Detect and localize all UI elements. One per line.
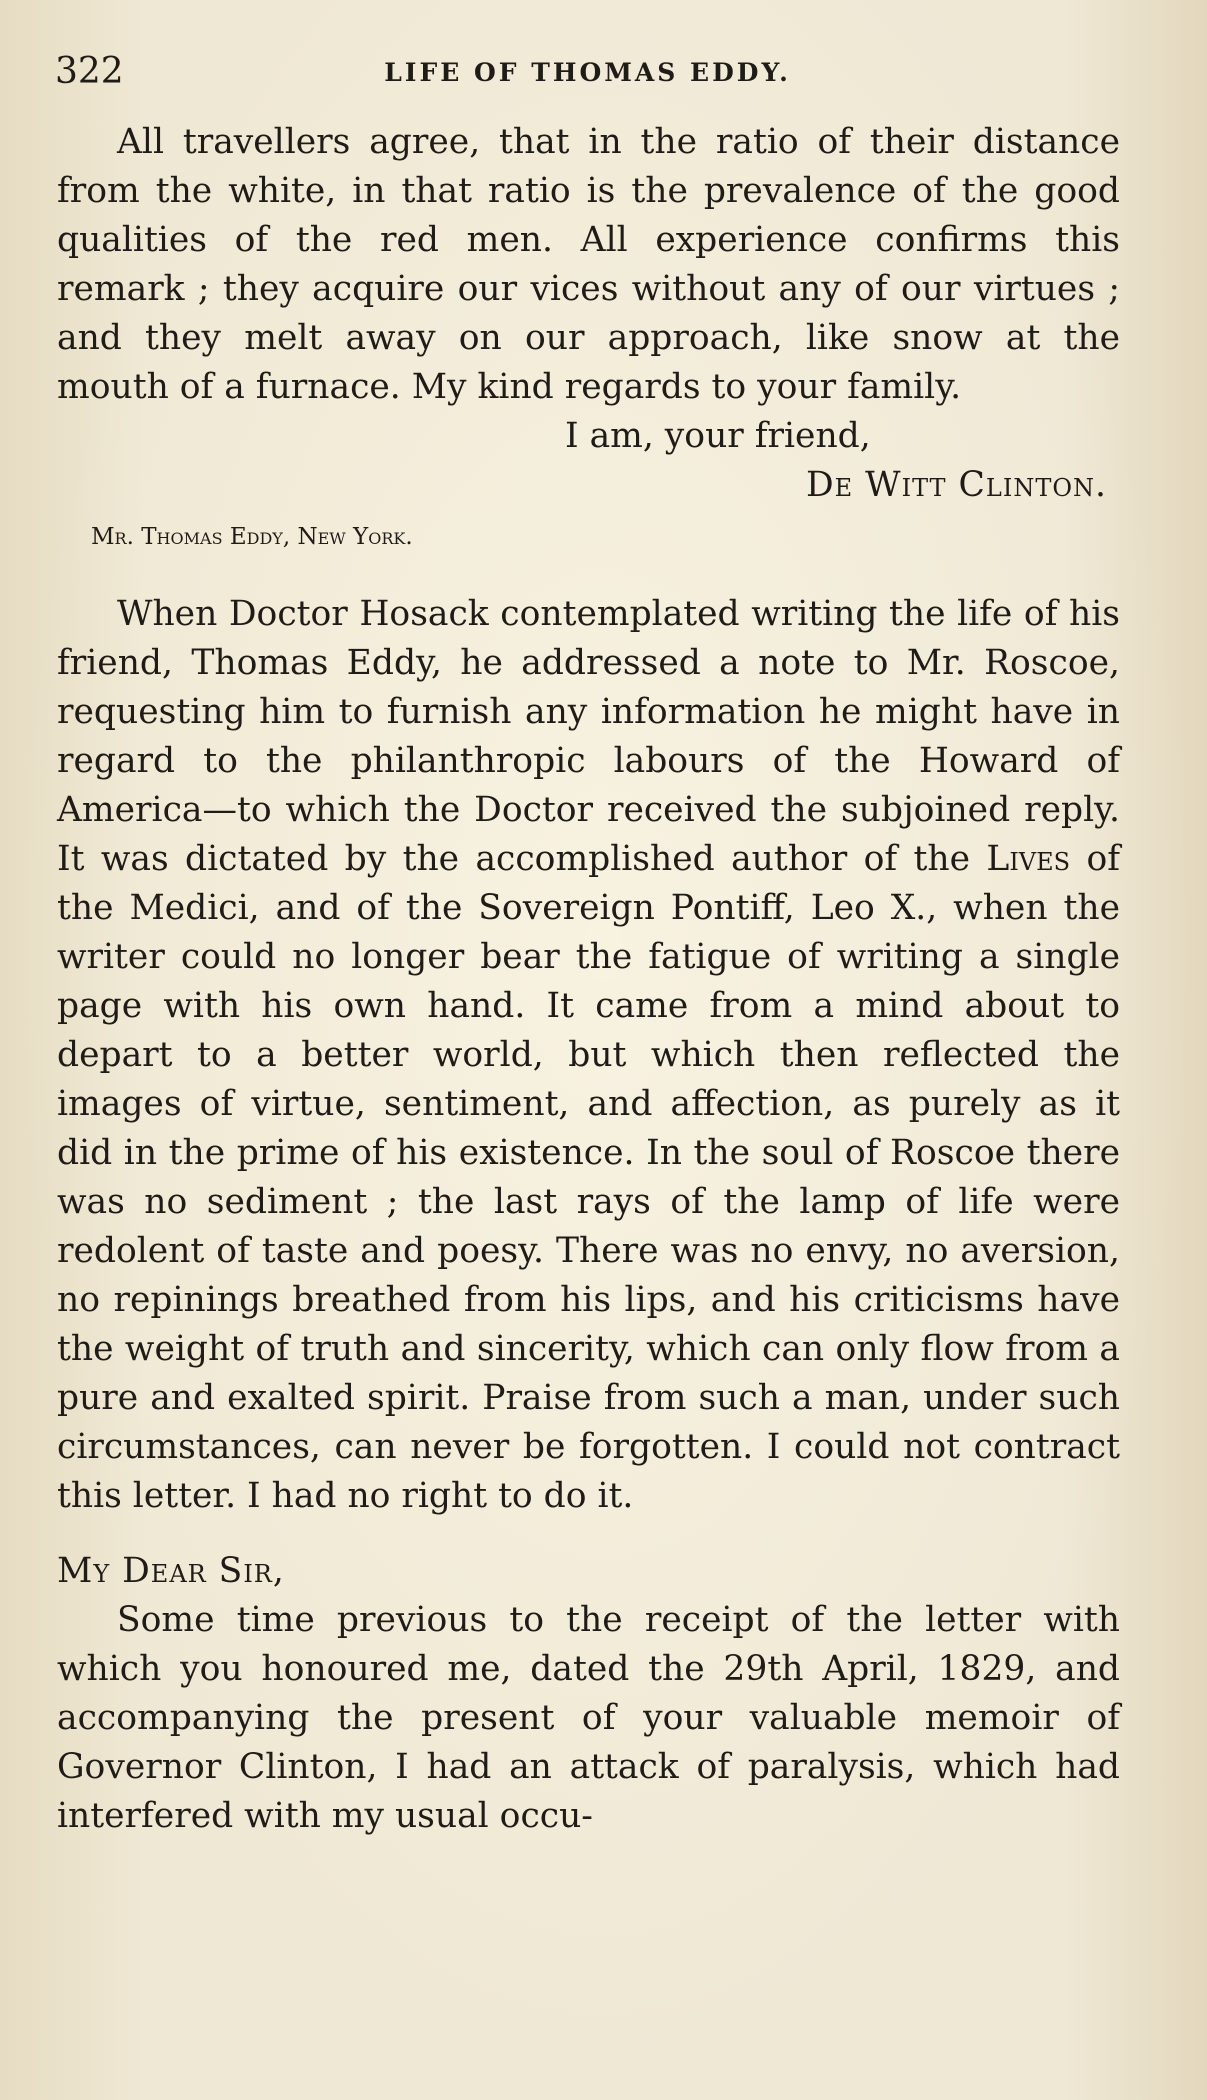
letter-final-paragraph: All travellers agree, that in the ratio of their distance from the white, in that ratio is the prevalence of the good qualities of the red men. All experience confirms this remark ; they acquire our vices without any of our virtues ; and they melt away on our approach, like snow at the mouth of a furnace. My kind regards to your family. <box>57 122 1120 407</box>
narrative-text-start: When Doctor Hosack contemplated writing the life of his friend, Thomas Eddy, he addressed a note to Mr. Roscoe, requesting him to furnish any information he might have in regard to the philanthropic labours of the Howard of America—to which the Doctor received the subjoined reply. It was dictated by the accomplished author of the <box>57 594 1120 879</box>
lives-title: Lives <box>986 839 1071 879</box>
letter-closing: I am, your friend, <box>565 416 871 456</box>
page-header <box>55 42 1120 102</box>
narrative-text-end: of the Medici, and of the Sovereign Pontiff, Leo X., when the writer could no longer bear the fatigue of writing a single page with his own hand. It came from a mind about to depart to a better world, but which then reflected the images of virtue, sentiment, and affection, as purely as it did in the prime of his existence. In the soul of Roscoe there was no sediment ; the last rays of the lamp of life were redolent of taste and poesy. There was no envy, no aversion, no repinings breathed from his lips, and his criticisms have the weight of truth and sincerity, which can only flow from a pure and exalted spirit. Praise from such a man, under such circumstances, can never be forgotten. I could not contract this letter. I had no right to do it. <box>57 839 1121 1516</box>
section-gap-2 <box>57 1521 1120 1547</box>
section-gap <box>57 556 1120 590</box>
reply-paragraph: Some time previous to the receipt of the letter with which you honoured me, dated the 29th April, 1829, and accompanying the present of your valuable memoir of Governor Clinton, I had an attack of paralysis, which had interfered with my usual occu- <box>57 1600 1120 1836</box>
narrative-paragraph <box>57 590 1120 1521</box>
letter-signature: De Witt Clinton. <box>806 465 1107 505</box>
page-number: 322 <box>55 51 124 92</box>
running-title: LIFE OF THOMAS EDDY. <box>384 58 791 87</box>
letter-addressee: Mr. Thomas Eddy, New York. <box>91 524 413 550</box>
page-body <box>57 118 1120 1841</box>
reply-salutation: My Dear Sir, <box>57 1551 285 1591</box>
